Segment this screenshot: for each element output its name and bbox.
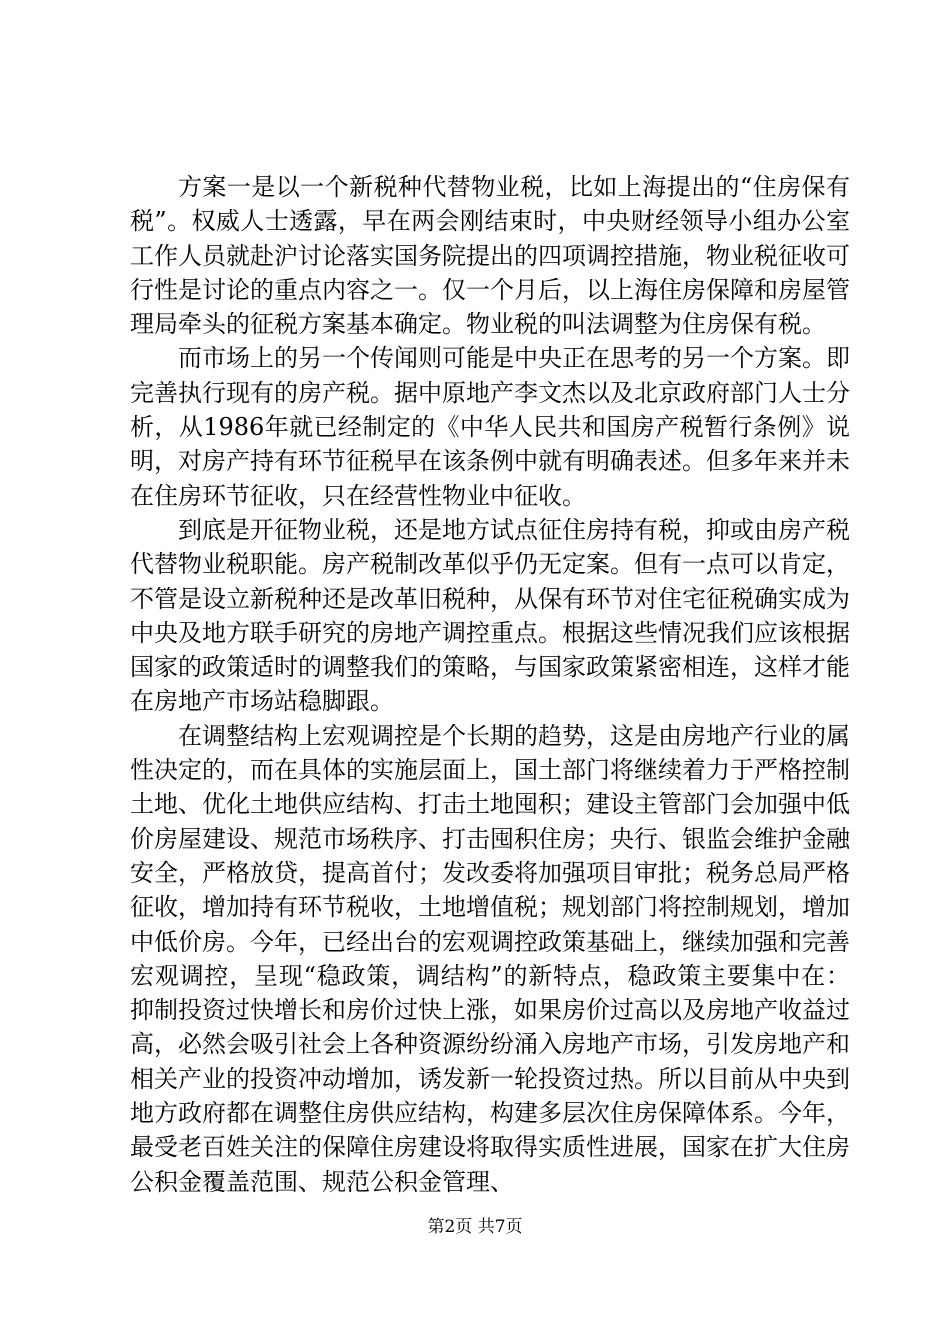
document-body bbox=[130, 170, 850, 1199]
paragraph: 在调整结构上宏观调控是个长期的趋势，这是由房地产行业的属性决定的，而在具体的实施层面上，国土部门将继续着力于严格控制土地、优化土地供应结构、打击土地囤积；建设主管部门会加强中低价房屋建设、规范市场秩序、打击囤积住房；央行、银监会维护金融安全，严格放贷，提高首付；发改委将加强项目审批；税务总局严格征收，增加持有环节税收，土地增值税；规划部门将控制规划，增加中低价房。今年，已经出台的宏观调控政策基础上，继续加强和完善宏观调控，呈现“稳政策，调结构”的新特点，稳政策主要集中在：抑制投资过快增长和房价过快上涨，如果房价过高以及房地产收益过高，必然会吸引社会上各种资源纷纷涌入房地产市场，引发房地产和相关产业的投资冲动增加，诱发新一轮投资过热。所以目前从中央到地方政府都在调整住房供应结构，构建多层次住房保障体系。今年，最受老百姓关注的保障住房建设将取得实质性进展，国家在扩大住房公积金覆盖范围、规范公积金管理、 bbox=[130, 721, 850, 1196]
paragraph: 到底是开征物业税，还是地方试点征住房持有税，抑或由房产税代替物业税职能。房产税制改革似乎仍无定案。但有一点可以肯定，不管是设立新税种还是改革旧税种，从保有环节对住宅征税确实成为中央及地方联手研究的房地产调控重点。根据这些情况我们应该根据国家的政策适时的调整我们的策略，与国家政策紧密相连，这样才能在房地产市场站稳脚跟。 bbox=[130, 515, 850, 716]
page-number-footer: 第2页 共7页 bbox=[427, 1217, 523, 1237]
paragraph: 方案一是以一个新税种代替物业税，比如上海提出的“住房保有税”。权威人士透露，早在两会刚结束时，中央财经领导小组办公室工作人员就赴沪讨论落实国务院提出的四项调控措施，物业税征收可行性是讨论的重点内容之一。仅一个月后，以上海住房保障和房屋管理局牵头的征税方案基本确定。物业税的叫法调整为住房保有税。 bbox=[130, 173, 850, 339]
paragraph: 而市场上的另一个传闻则可能是中央正在思考的另一个方案。即完善执行现有的房产税。据中原地产李文杰以及北京政府部门人士分析，从1986年就已经制定的《中华人民共和国房产税暂行条例》说明，对房产持有环节征税早在该条例中就有明确表述。但多年来并未在住房环节征收，只在经营性物业中征收。 bbox=[130, 344, 850, 510]
